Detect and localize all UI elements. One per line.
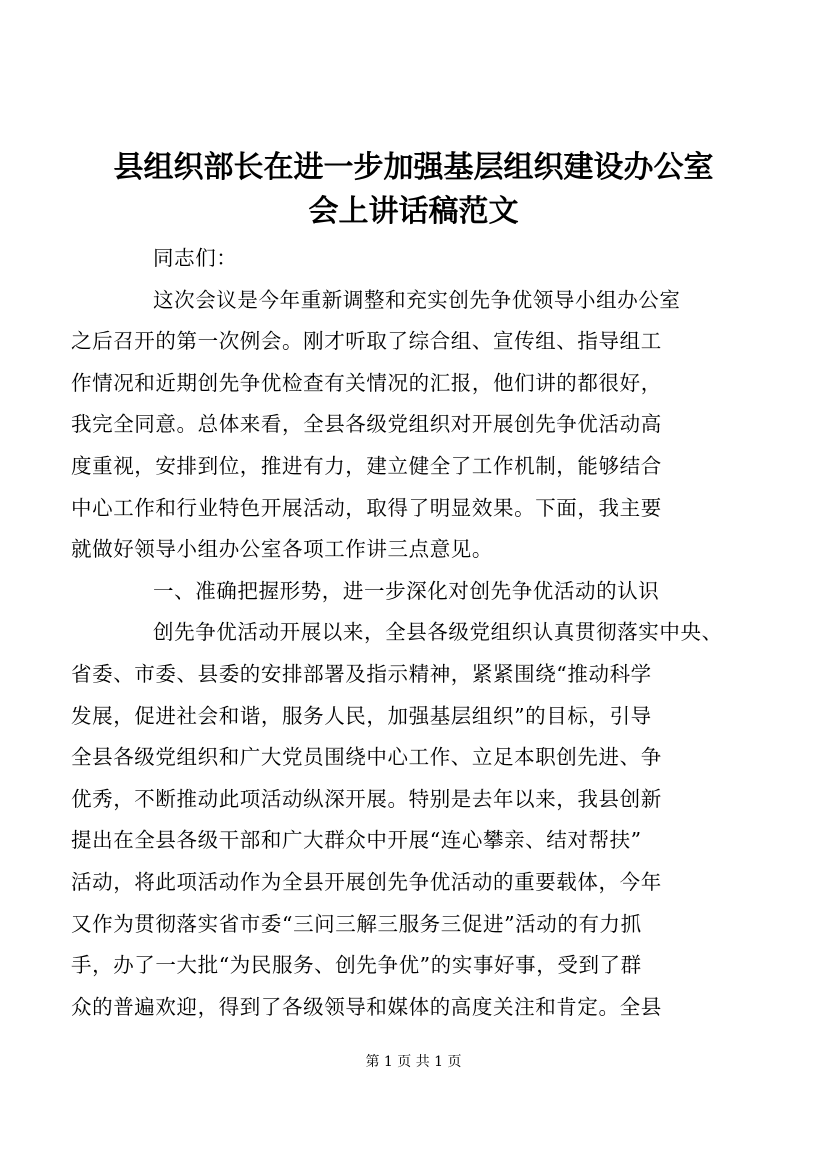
text-line: 一、准确把握形势，进一步深化对创先争优活动的认识 [153,578,660,603]
document-title [100,146,727,234]
text-line: 省委、市委、县委的安排部署及指示精神，紧紧围绕“推动科学 [71,661,652,686]
text-line: 提出在全县各级干部和广大群众中开展“连心攀亲、结对帮扶” [71,828,642,853]
text-line: 之后召开的第一次例会。刚才听取了综合组、宣传组、指导组工 [71,329,662,354]
text-line: 度重视，安排到位，推进有力，建立健全了工作机制，能够结合 [71,453,662,478]
text-line: 就做好领导小组办公室各项工作讲三点意见。 [71,537,493,562]
paragraph-section-1 [71,612,723,1028]
text-line: 这次会议是今年重新调整和充实创先争优领导小组办公室 [153,287,681,312]
text-line: 中心工作和行业特色开展活动，取得了明显效果。下面，我主要 [71,495,662,520]
text-line: 创先争优活动开展以来，全县各级党组织认真贯彻落实中央、 [153,620,723,645]
paragraph-intro [71,280,722,571]
text-line: 又作为贯彻落实省市委“三问三解三服务三促进”活动的有力抓 [71,911,642,936]
document-body [71,238,723,1028]
text-line: 全县各级党组织和广大党员围绕中心工作、立足本职创先进、争 [71,745,662,770]
title-line-2: 会上讲话稿范文 [308,194,519,229]
title-line-1: 县组织部长在进一步加强基层组织建设办公室 [113,150,714,185]
text-line: 活动，将此项活动作为全县开展创先争优活动的重要载体，今年 [71,869,662,894]
text-line: 作情况和近期创先争优检查有关情况的汇报，他们讲的都很好， [71,370,662,395]
text-line: 优秀，不断推动此项活动纵深开展。特别是去年以来，我县创新 [71,786,662,811]
text-line: 手，办了一大批“为民服务、创先争优”的实事好事，受到了群 [71,953,642,978]
text-line: 同志们： [153,246,238,270]
page-footer: 第 1 页 共 1 页 [365,1054,462,1070]
text-line: 众的普遍欢迎，得到了各级领导和媒体的高度关注和肯定。全县 [71,994,662,1019]
paragraph-salutation [112,238,722,280]
text-line: 发展，促进社会和谐，服务人民，加强基层组织”的目标，引导 [71,703,652,728]
section-heading-1 [112,571,722,613]
text-line: 我完全同意。总体来看，全县各级党组织对开展创先争优活动高 [71,412,662,437]
